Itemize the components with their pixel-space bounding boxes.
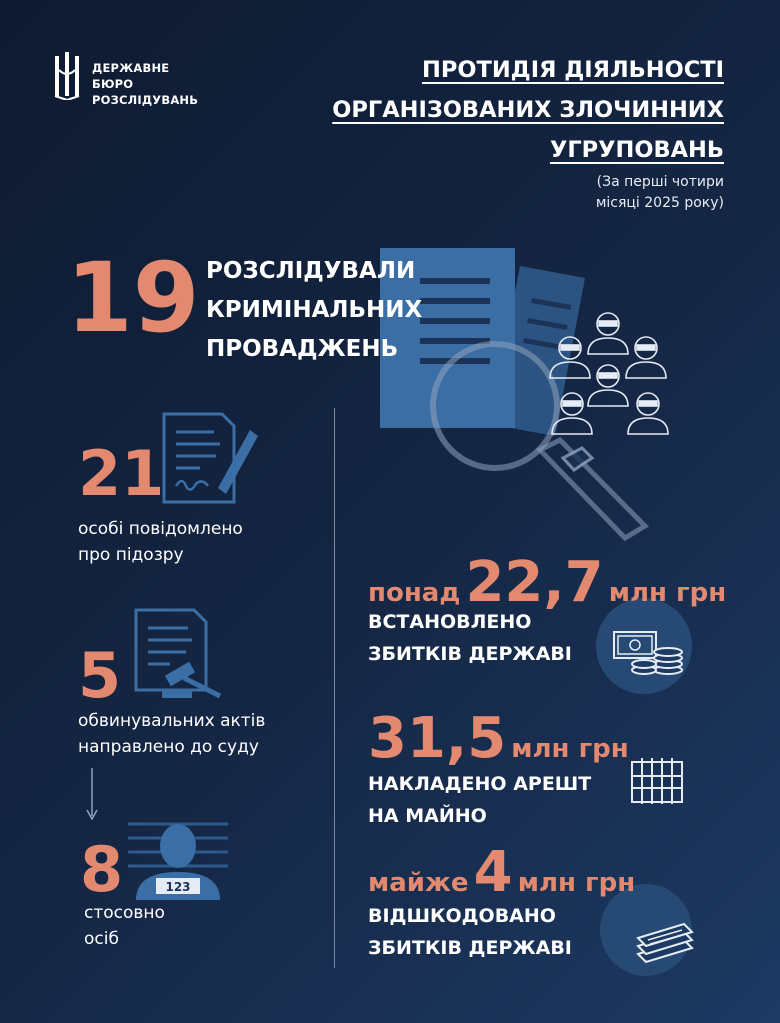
indictments-label-line1: обвинувальних актів: [78, 711, 266, 731]
damage-label-line1: ВСТАНОВЛЕНО: [368, 611, 532, 633]
compensated-label-line2: ЗБИТКІВ ДЕРЖАВІ: [368, 937, 572, 959]
subtitle-line1: (За перші чотири: [596, 174, 724, 190]
title-line2: ОРГАНІЗОВАНИХ ЗЛОЧИННИХ: [332, 97, 724, 123]
dbr-emblem-icon: [52, 50, 82, 100]
compensated-value: 4: [473, 840, 513, 905]
damage-unit: млн грн: [608, 578, 727, 608]
badge-number: 123: [165, 880, 191, 894]
persons-count: 8: [80, 833, 124, 906]
suspicion-label-line1: особі повідомлено: [78, 519, 243, 539]
document-gavel-icon: [126, 606, 226, 702]
org-name-line1: ДЕРЖАВНЕ БЮРО: [92, 61, 170, 91]
banknotes-stack-icon: [634, 918, 696, 966]
arrest-label-line2: НА МАЙНО: [368, 805, 487, 827]
arrest-label: [368, 768, 591, 832]
persons-label-line2: осіб: [84, 929, 119, 949]
persons-label: [84, 900, 165, 952]
suspicion-count: 21: [78, 437, 165, 510]
subtitle-line2: місяці 2025 року): [595, 195, 724, 211]
damage-prefix: понад: [368, 578, 461, 608]
cases-count: 19: [66, 242, 200, 354]
title-line1: ПРОТИДІЯ ДІЯЛЬНОСТІ: [422, 57, 724, 83]
org-name: [92, 60, 212, 108]
org-name-line2: РОЗСЛІДУВАНЬ: [92, 93, 199, 107]
suspicion-label: [78, 516, 243, 568]
persons-label-line1: стосовно: [84, 903, 165, 923]
cases-label-line1: РОЗСЛІДУВАЛИ: [206, 258, 416, 284]
damage-value: 22,7: [465, 550, 604, 615]
compensated-label: [368, 900, 572, 964]
compensated-label-line1: ВІДШКОДОВАНО: [368, 905, 556, 927]
indictments-label-line2: направлено до суду: [78, 737, 259, 757]
arrow-down-icon: [86, 768, 98, 820]
compensated-prefix: майже: [368, 868, 469, 898]
money-coins-icon: [612, 626, 686, 676]
suspicion-label-line2: про підозру: [78, 545, 184, 565]
arrest-unit: млн грн: [511, 734, 629, 764]
indictments-count: 5: [78, 639, 122, 712]
damage-label: [368, 606, 572, 670]
cases-label: [206, 252, 422, 369]
damage-label-line2: ЗБИТКІВ ДЕРЖАВІ: [368, 643, 572, 665]
column-divider: [334, 408, 335, 968]
arrest-value: 31,5: [368, 706, 507, 771]
dbr-logo: [52, 50, 212, 107]
document-pen-icon: [160, 410, 260, 506]
title-line3: УГРУПОВАНЬ: [549, 137, 724, 163]
page-title: [284, 50, 724, 170]
compensated-unit: млн грн: [517, 868, 636, 898]
cases-label-line3: ПРОВАДЖЕНЬ: [206, 336, 399, 362]
property-arrest-icon: [630, 756, 684, 804]
indictments-label: [78, 708, 265, 760]
cases-label-line2: КРИМІНАЛЬНИХ: [206, 297, 423, 323]
arrest-label-line1: НАКЛАДЕНО АРЕШТ: [368, 773, 592, 795]
page-subtitle: [504, 172, 724, 214]
suspect-mugshot-icon: [128, 816, 228, 900]
